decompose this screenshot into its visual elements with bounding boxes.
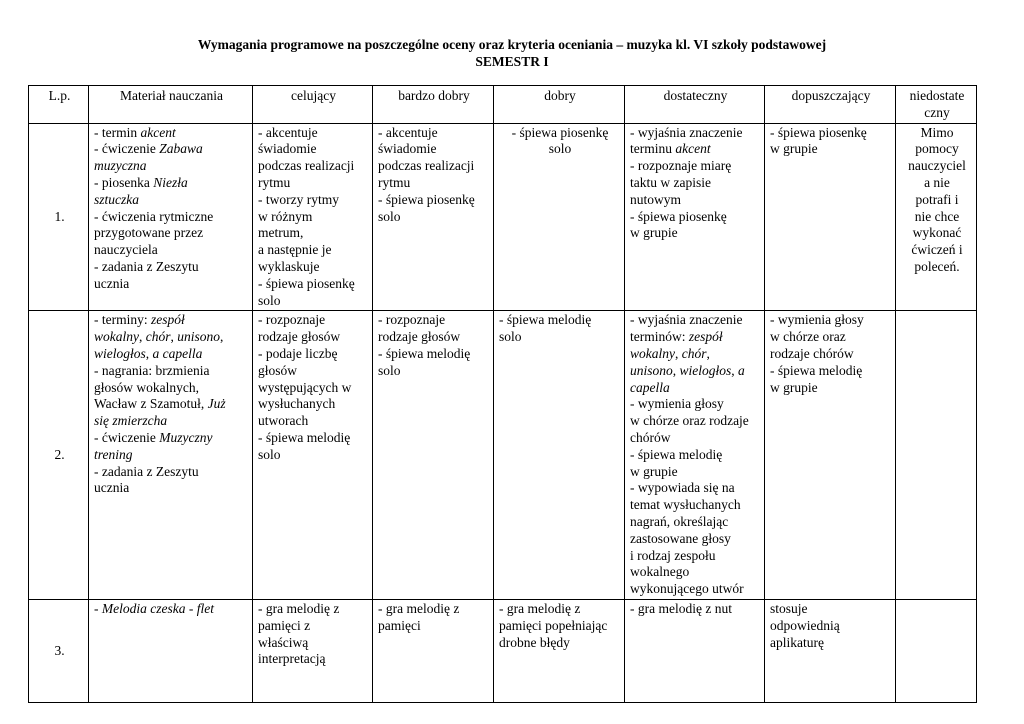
text-run: rytmu (378, 174, 411, 190)
cell-line (258, 329, 369, 346)
text-run: - gra melodię z nut (630, 600, 732, 616)
text-run: wokalnego (630, 564, 690, 580)
text-run: świadomie (258, 141, 317, 157)
text-run: nauczyciela (94, 242, 158, 258)
cell-dostateczny (625, 311, 765, 600)
text-run: - zadania z Zeszytu (94, 258, 199, 274)
italic-term: Już (207, 396, 226, 412)
text-run: Wacław z Szamotuł, (94, 396, 208, 412)
text-run: rodzaje głosów (258, 329, 341, 345)
row-number: 3. (29, 599, 89, 702)
cell-material (89, 123, 253, 311)
row-number: 2. (29, 311, 89, 600)
text-run: - śpiewa piosenkę (258, 275, 355, 291)
text-run: a następnie je (258, 242, 332, 258)
cell-line (94, 312, 249, 329)
text-run: poleceń. (914, 258, 960, 274)
text-run: - piosenka (94, 174, 154, 190)
text-run: chórów (630, 429, 671, 445)
cell-line (499, 312, 621, 329)
italic-term: Muzyczny (159, 429, 213, 445)
text-run: w różnym (258, 208, 313, 224)
cell-line (630, 158, 761, 175)
cell-line (378, 125, 490, 142)
cell-dobry (494, 599, 625, 702)
italic-term: wielogłos (94, 345, 146, 361)
text-run: - ćwiczenie (94, 141, 160, 157)
text-run: taktu w zapisie (630, 174, 711, 190)
text-run: , (145, 345, 153, 361)
cell-line (258, 447, 369, 464)
text-run: przygotowane przez (94, 225, 204, 241)
cell-line (630, 514, 761, 531)
header-row (29, 86, 977, 124)
cell-line (770, 141, 892, 158)
text-run: , (170, 329, 178, 345)
cell-line (901, 125, 973, 142)
cell-line (258, 242, 369, 259)
text-run: podczas realizacji (378, 158, 475, 174)
text-run: - tworzy rytmy (258, 191, 339, 207)
cell-line (901, 141, 973, 158)
text-run: solo (548, 141, 572, 157)
cell-line (258, 346, 369, 363)
cell-line (901, 192, 973, 209)
header-dopuszczajacy: dopuszczający (765, 86, 896, 124)
cell-line (258, 158, 369, 175)
text-run: wyklaskuje (258, 258, 320, 274)
cell-line (630, 125, 761, 142)
cell-dobry (494, 311, 625, 600)
italic-term: a (738, 362, 745, 378)
text-run: pomocy (915, 141, 959, 157)
text-run: , (220, 329, 224, 345)
text-run: - wymienia głosy (630, 396, 724, 412)
text-run: w grupie (770, 141, 818, 157)
text-run: ucznia (94, 275, 130, 291)
cell-line (258, 141, 369, 158)
text-run: zastosowane głosy (630, 530, 731, 546)
cell-bardzo-dobry (373, 599, 494, 702)
text-run: głosów wokalnych, (94, 379, 199, 395)
semester-heading: SEMESTR I (475, 54, 549, 69)
header-niedostateczny-line: niedostate (909, 88, 965, 103)
cell-line (499, 618, 621, 635)
cell-line (630, 497, 761, 514)
text-run: pamięci z (258, 617, 311, 633)
document-title: Wymagania programowe na poszczególne oceny oraz kryteria oceniania – muzyka kl. VI szkoły podstawowej (197, 37, 827, 52)
cell-line (94, 601, 249, 618)
cell-line (770, 618, 892, 635)
text-run: solo (499, 329, 522, 345)
text-run: - gra melodię z (378, 600, 460, 616)
cell-material (89, 311, 253, 600)
text-run: rodzaje głosów (378, 329, 461, 345)
cell-line (630, 601, 761, 618)
text-run: w grupie (630, 225, 678, 241)
cell-line (258, 618, 369, 635)
cell-line (94, 396, 249, 413)
text-run: , (731, 362, 739, 378)
cell-line (901, 175, 973, 192)
cell-line (94, 242, 249, 259)
cell-line (94, 329, 249, 346)
text-run: podczas realizacji (258, 158, 355, 174)
cell-line (94, 346, 249, 363)
text-run: nutowym (630, 191, 682, 207)
text-run: - rozpoznaje (378, 312, 446, 328)
italic-term: chór (681, 345, 707, 361)
cell-line (94, 192, 249, 209)
cell-line (630, 447, 761, 464)
text-run: w chórze oraz rodzaje (630, 413, 749, 429)
text-run: stosuje (770, 600, 808, 616)
cell-line (94, 175, 249, 192)
text-run: - śpiewa melodię (630, 446, 723, 462)
cell-line (630, 396, 761, 413)
cell-line (499, 141, 621, 158)
cell-line (630, 329, 761, 346)
cell-line (770, 380, 892, 397)
cell-niedostateczny (896, 599, 977, 702)
italic-term: a capella (152, 345, 203, 361)
cell-line (901, 225, 973, 242)
cell-line (258, 363, 369, 380)
cell-line (94, 125, 249, 142)
cell-line (258, 225, 369, 242)
text-run: rodzaje chórów (770, 345, 854, 361)
text-run: - śpiewa melodię (378, 345, 471, 361)
cell-line (770, 312, 892, 329)
header-dostateczny: dostateczny (625, 86, 765, 124)
text-run: , (675, 345, 682, 361)
header-material: Materiał nauczania (89, 86, 253, 124)
italic-term: wielogłos (679, 362, 732, 378)
text-run: potrafi i (915, 191, 959, 207)
cell-line (258, 192, 369, 209)
text-run: wykonującego utwór (630, 581, 744, 597)
text-run: Mimo (920, 124, 954, 140)
cell-line (258, 601, 369, 618)
cell-bardzo-dobry (373, 311, 494, 600)
cell-line (258, 413, 369, 430)
cell-line (630, 141, 761, 158)
cell-line (630, 430, 761, 447)
text-run: w grupie (770, 379, 818, 395)
text-run: - terminy: (94, 312, 151, 328)
italic-term: Niezła (153, 174, 188, 190)
cell-line (258, 430, 369, 447)
cell-line (258, 125, 369, 142)
table-row (29, 599, 977, 702)
cell-line (94, 209, 249, 226)
text-run: - nagrania: brzmienia (94, 362, 210, 378)
cell-line (630, 363, 761, 380)
italic-term: unisono (630, 362, 673, 378)
text-run: - ćwiczenie (94, 429, 160, 445)
text-run: , (139, 329, 146, 345)
italic-term: chór (145, 329, 171, 345)
row-number: 1. (29, 123, 89, 311)
cell-line (378, 312, 490, 329)
italic-term: sztuczka (94, 191, 139, 207)
cell-line (630, 312, 761, 329)
text-run: - ćwiczenia rytmiczne (94, 208, 214, 224)
cell-line (499, 601, 621, 618)
text-run: terminu (630, 141, 676, 157)
cell-line (770, 363, 892, 380)
cell-line (94, 430, 249, 447)
cell-line (770, 635, 892, 652)
cell-line (378, 209, 490, 226)
cell-line (378, 141, 490, 158)
header-niedostateczny (896, 86, 977, 124)
text-run: solo (378, 362, 401, 378)
cell-line (630, 581, 761, 598)
text-run: - rozpoznaje (258, 312, 326, 328)
cell-line (378, 329, 490, 346)
cell-dostateczny (625, 599, 765, 702)
cell-line (94, 464, 249, 481)
cell-line (901, 158, 973, 175)
text-run: rytmu (258, 174, 291, 190)
cell-line (630, 346, 761, 363)
cell-celujacy (253, 311, 373, 600)
text-run: drobne błędy (499, 634, 570, 650)
cell-line (258, 651, 369, 668)
cell-line (258, 175, 369, 192)
cell-line (630, 531, 761, 548)
italic-term: Zabawa (159, 141, 203, 157)
italic-term: akcent (140, 124, 176, 140)
requirements-table (28, 85, 977, 703)
text-run: - śpiewa melodię (770, 362, 863, 378)
cell-line (258, 293, 369, 310)
cell-line (258, 635, 369, 652)
text-run: - śpiewa piosenkę (630, 208, 727, 224)
cell-line (94, 380, 249, 397)
cell-dobry (494, 123, 625, 311)
text-run: temat wysłuchanych (630, 497, 741, 513)
cell-line (94, 363, 249, 380)
cell-material (89, 599, 253, 702)
text-run: - wyjaśnia znaczenie (630, 124, 743, 140)
text-run: i rodzaj zespołu (630, 547, 716, 563)
cell-line (258, 259, 369, 276)
text-run: - termin (94, 124, 141, 140)
italic-term: się zmierzcha (94, 413, 168, 429)
cell-line (94, 259, 249, 276)
text-run: a nie (924, 174, 950, 190)
cell-line (630, 464, 761, 481)
cell-line (499, 635, 621, 652)
italic-term: muzyczna (94, 158, 147, 174)
table-row (29, 311, 977, 600)
italic-term: unisono (177, 329, 221, 345)
text-run: solo (258, 446, 281, 462)
cell-line (770, 125, 892, 142)
cell-line (258, 209, 369, 226)
header-niedostateczny-line: czny (924, 104, 950, 120)
text-run: - śpiewa melodię (499, 312, 592, 328)
cell-line (258, 380, 369, 397)
text-run: terminów: (630, 329, 689, 345)
text-run: - wymienia głosy (770, 312, 864, 328)
cell-line (770, 329, 892, 346)
cell-line (378, 175, 490, 192)
text-run: głosów (258, 362, 298, 378)
table-row (29, 123, 977, 311)
italic-term: wokalny (94, 329, 139, 345)
cell-line (630, 209, 761, 226)
cell-line (378, 158, 490, 175)
italic-term: Melodia czeska - flet (101, 600, 214, 616)
italic-term: capella (630, 379, 670, 395)
text-run: - rozpoznaje miarę (630, 158, 732, 174)
text-run: - gra melodię z (258, 600, 340, 616)
cell-line (258, 276, 369, 293)
cell-line (94, 141, 249, 158)
text-run: - śpiewa piosenkę (378, 191, 475, 207)
text-run: świadomie (378, 141, 437, 157)
text-run: solo (258, 292, 281, 308)
italic-term: trening (94, 446, 133, 462)
cell-line (630, 480, 761, 497)
text-run: - akcentuje (258, 124, 318, 140)
cell-celujacy (253, 599, 373, 702)
text-run: w chórze oraz (770, 329, 846, 345)
text-run: - śpiewa piosenkę (511, 124, 609, 140)
text-run: - wyjaśnia znaczenie (630, 312, 743, 328)
text-run: w grupie (630, 463, 678, 479)
cell-line (499, 125, 621, 142)
cell-dopuszczajacy (765, 599, 896, 702)
text-run: - gra melodię z (499, 600, 581, 616)
cell-line (258, 396, 369, 413)
cell-line (901, 242, 973, 259)
text-run: solo (378, 208, 401, 224)
text-run: odpowiednią (770, 617, 840, 633)
text-run: - (94, 600, 102, 616)
text-run: - akcentuje (378, 124, 438, 140)
cell-line (94, 276, 249, 293)
cell-line (499, 329, 621, 346)
header-celujacy: celujący (253, 86, 373, 124)
cell-line (378, 192, 490, 209)
text-run: aplikaturę (770, 634, 824, 650)
text-run: metrum, (258, 225, 304, 241)
cell-dopuszczajacy (765, 123, 896, 311)
cell-dopuszczajacy (765, 311, 896, 600)
cell-line (630, 380, 761, 397)
text-run: pamięci popełniając (499, 617, 608, 633)
text-run: ćwiczeń i (911, 242, 963, 258)
header-lp: L.p. (29, 86, 89, 124)
text-run: wykonać (912, 225, 962, 241)
cell-line (378, 346, 490, 363)
header-dobry: dobry (494, 86, 625, 124)
cell-line (630, 192, 761, 209)
italic-term: akcent (675, 141, 711, 157)
text-run: występujących w (258, 379, 352, 395)
text-run: - wypowiada się na (630, 480, 735, 496)
cell-line (258, 312, 369, 329)
text-run: właściwą (258, 634, 309, 650)
text-run: , (706, 345, 710, 361)
cell-line (630, 564, 761, 581)
text-run: ucznia (94, 480, 130, 496)
italic-term: zespół (151, 312, 185, 328)
cell-line (378, 601, 490, 618)
italic-term: zespół (688, 329, 723, 345)
cell-line (630, 225, 761, 242)
text-run: wysłuchanych (258, 396, 336, 412)
text-run: - śpiewa melodię (258, 429, 351, 445)
cell-line (94, 158, 249, 175)
cell-niedostateczny (896, 311, 977, 600)
italic-term: wokalny (630, 345, 675, 361)
text-run: , (672, 362, 680, 378)
cell-dostateczny (625, 123, 765, 311)
cell-line (378, 618, 490, 635)
cell-line (630, 175, 761, 192)
cell-line (901, 259, 973, 276)
text-run: interpretacją (258, 651, 326, 667)
text-run: - zadania z Zeszytu (94, 463, 199, 479)
text-run: - śpiewa piosenkę (770, 124, 867, 140)
cell-line (901, 209, 973, 226)
cell-line (770, 346, 892, 363)
text-run: - podaje liczbę (258, 345, 338, 361)
text-run: nie chce (914, 208, 960, 224)
cell-celujacy (253, 123, 373, 311)
cell-line (630, 413, 761, 430)
text-run: utworach (258, 413, 309, 429)
text-run: pamięci (378, 617, 421, 633)
cell-line (378, 363, 490, 380)
cell-niedostateczny (896, 123, 977, 311)
header-bardzo-dobry: bardzo dobry (373, 86, 494, 124)
cell-line (770, 601, 892, 618)
cell-line (94, 447, 249, 464)
cell-bardzo-dobry (373, 123, 494, 311)
cell-line (630, 548, 761, 565)
cell-line (94, 225, 249, 242)
text-run: nagrań, określając (630, 513, 729, 529)
cell-line (94, 480, 249, 497)
cell-line (94, 413, 249, 430)
text-run: nauczyciel (908, 158, 966, 174)
